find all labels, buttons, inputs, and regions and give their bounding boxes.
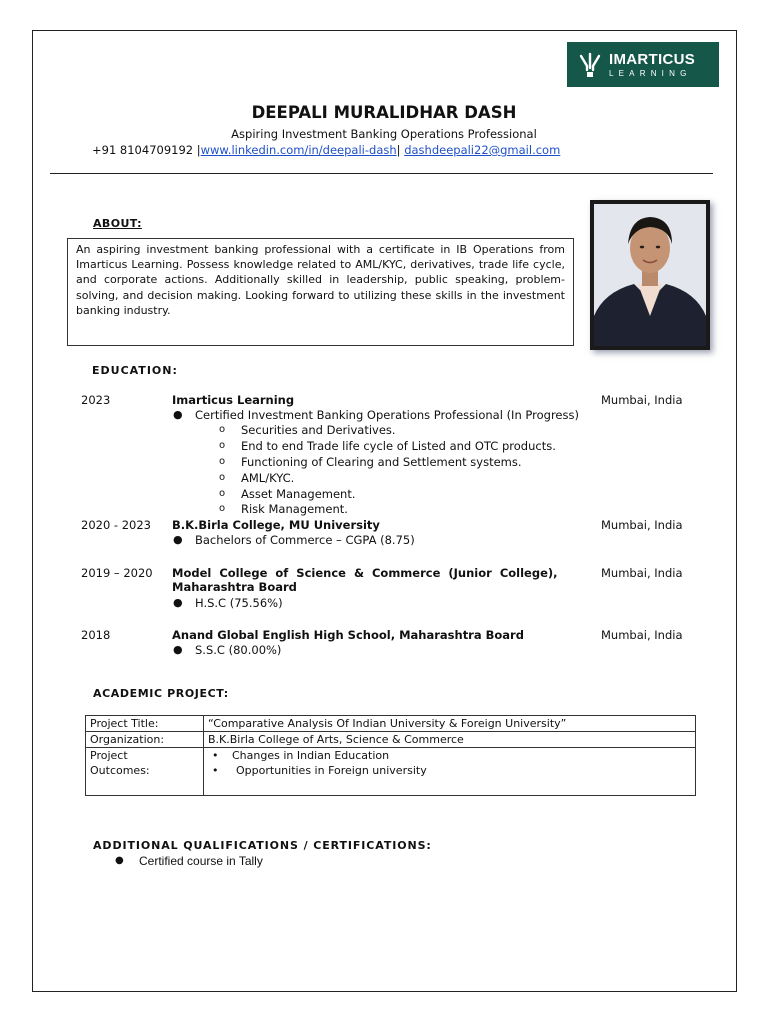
about-text-box [67,238,574,346]
circle-bullet-icon: o [219,503,226,514]
phone-number: +91 8104709192 | [92,143,201,157]
project-heading: ACADEMIC PROJECT: [93,687,229,700]
circle-bullet-icon: o [219,424,226,435]
candidate-name: DEEPALI MURALIDHAR DASH [251,103,517,122]
education-heading: EDUCATION: [92,364,178,377]
bullet-icon: ● [173,596,183,609]
table-row [86,716,696,732]
edu-subitem: Functioning of Clearing and Settlement systems. [241,455,522,469]
circle-bullet-icon: o [219,456,226,467]
about-text: An aspiring investment banking professional with a certificate in IB Operations from Imarticus Learning. Possess knowledge related to AML/KYC, derivatives, trade life cycle, and corporate actions. Additionally skilled in leadership, public speaking, problem-solving, and decision making. Looking forward to utilizing these skills in the investment banking industry. [76,243,565,317]
edu-subitem: Risk Management. [241,502,348,516]
project-label: Organization: [86,732,204,748]
list-item: • Opportunities in Foreign university [208,763,691,778]
edu-location: Mumbai, India [601,518,683,532]
email-link[interactable]: dashdeepali22@gmail.com [404,143,561,157]
project-value: B.K.Birla College of Arts, Science & Commerce [204,732,696,748]
project-label [86,748,204,796]
header-divider [50,173,713,174]
edu-year: 2020 - 2023 [81,518,151,532]
edu-institution: B.K.Birla College, MU University [172,518,380,532]
edu-year: 2019 – 2020 [81,566,153,580]
edu-institution: Imarticus Learning [172,393,295,407]
edu-year: 2023 [81,393,111,407]
edu-subitem: End to end Trade life cycle of Listed and OTC products. [241,439,556,453]
table-row [86,748,696,796]
edu-bullet: Certified Investment Banking Operations Professional (In Progress) [195,408,579,422]
edu-location: Mumbai, India [601,566,683,580]
logo-subtitle: LEARNING [609,68,692,78]
circle-bullet-icon: o [219,488,226,499]
edu-institution: Model College of Science & Commerce (Junior College), [172,566,558,580]
project-label: Project Title: [86,716,204,732]
edu-subitem: Securities and Derivatives. [241,423,396,437]
circle-bullet-icon: o [219,440,226,451]
linkedin-link[interactable]: www.linkedin.com/in/deepali-dash [200,143,397,157]
circle-bullet-icon: o [219,472,226,483]
project-value: “Comparative Analysis Of Indian University & Foreign University” [204,716,696,732]
edu-institution: Anand Global English High School, Maharashtra Board [172,628,524,642]
about-heading: ABOUT: [93,217,142,230]
edu-bullet: Bachelors of Commerce – CGPA (8.75) [195,533,415,547]
project-label-line: Project [90,749,128,762]
additional-item: Certified course in Tally [139,854,263,868]
list-item: • Changes in Indian Education [208,748,691,763]
edu-institution-board: Maharashtra Board [172,580,297,594]
edu-year: 2018 [81,628,111,642]
edu-location: Mumbai, India [601,628,683,642]
additional-heading: ADDITIONAL QUALIFICATIONS / CERTIFICATIONS: [93,839,432,852]
edu-bullet: H.S.C (75.56%) [195,596,283,610]
bullet-icon: ● [173,643,183,656]
imarticus-mark-icon [579,52,601,78]
bullet-icon: ● [173,533,183,546]
project-outcomes [204,748,696,796]
project-table [85,715,696,796]
project-label-line: Outcomes: [90,764,150,777]
edu-subitem: AML/KYC. [241,471,295,485]
table-row [86,732,696,748]
logo-name: IMARTICUS [609,50,696,68]
edu-location: Mumbai, India [601,393,683,407]
edu-bullet: S.S.C (80.00%) [195,643,282,657]
imarticus-logo [567,42,719,87]
candidate-subtitle: Aspiring Investment Banking Operations Professional [231,127,537,141]
contact-separator: | [396,143,401,157]
portrait-illustration [594,204,706,346]
contact-line [92,143,560,157]
bullet-icon: ● [115,855,124,866]
bullet-icon: ● [173,408,183,421]
edu-subitem: Asset Management. [241,487,356,501]
profile-photo [590,200,710,350]
